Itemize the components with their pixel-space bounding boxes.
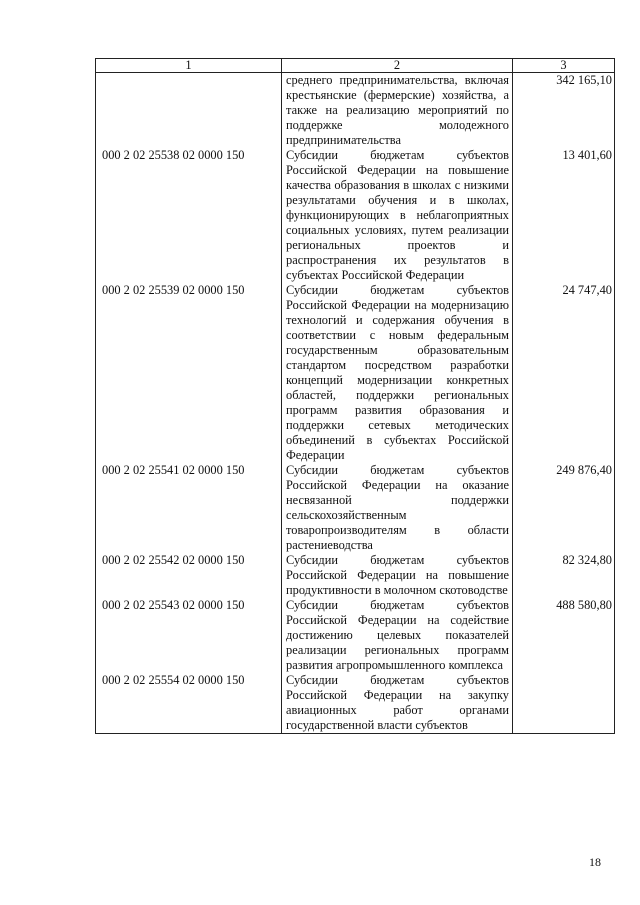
page-number: 18 — [589, 855, 601, 869]
table-row — [96, 73, 615, 149]
amount-cell: 488 580,80 — [513, 598, 615, 673]
budget-code-cell: 000 2 02 25539 02 0000 150 — [96, 283, 282, 463]
table-header-row — [96, 59, 615, 73]
budget-revenue-table — [95, 58, 615, 734]
amount-cell: 82 324,80 — [513, 553, 615, 598]
amount-cell: 13 401,60 — [513, 148, 615, 283]
budget-code-cell — [96, 73, 282, 149]
budget-code-cell: 000 2 02 25542 02 0000 150 — [96, 553, 282, 598]
budget-code-cell: 000 2 02 25541 02 0000 150 — [96, 463, 282, 553]
description-cell: Субсидии бюджетам субъектов Российской Федерации на оказание несвязанной поддержки сельскохозяйственным товаропроизводителям в области растениеводства — [282, 463, 513, 553]
table-row — [96, 598, 615, 673]
amount-cell: 24 747,40 — [513, 283, 615, 463]
description-cell: среднего предпринимательства, включая крестьянские (фермерские) хозяйства, а также на реализацию мероприятий по поддержке молодежного предпринимательства — [282, 73, 513, 149]
description-cell: Субсидии бюджетам субъектов Российской Федерации на содействие достижению целевых показателей реализации региональных программ развития агропромышленного комплекса — [282, 598, 513, 673]
budget-code-cell: 000 2 02 25538 02 0000 150 — [96, 148, 282, 283]
table-row — [96, 148, 615, 283]
description-cell: Субсидии бюджетам субъектов Российской Федерации на повышение качества образования в школах с низкими результатами обучения и в школах, функционирующих в неблагоприятных социальных условиях, путем реализации региональных проектов и распространения их результатов в субъектах Российской Федерации — [282, 148, 513, 283]
amount-cell: 249 876,40 — [513, 463, 615, 553]
table-row — [96, 463, 615, 553]
budget-code-cell: 000 2 02 25543 02 0000 150 — [96, 598, 282, 673]
description-cell: Субсидии бюджетам субъектов Российской Федерации на закупку авиационных работ органами государственной власти субъектов — [282, 673, 513, 734]
column-header-3: 3 — [513, 59, 615, 73]
column-header-2: 2 — [282, 59, 513, 73]
column-header-1: 1 — [96, 59, 282, 73]
amount-cell — [513, 673, 615, 734]
amount-cell: 342 165,10 — [513, 73, 615, 149]
description-cell: Субсидии бюджетам субъектов Российской Федерации на модернизацию технологий и содержания обучения в соответствии с новым федеральным государственным образовательным стандартом посредством разработки концепций модернизации конкретных областей, поддержки региональных программ развития образования и поддержки сетевых методических объединений в субъектах Российской Федерации — [282, 283, 513, 463]
table-row — [96, 283, 615, 463]
table-row — [96, 673, 615, 734]
table-row — [96, 553, 615, 598]
budget-code-cell: 000 2 02 25554 02 0000 150 — [96, 673, 282, 734]
description-cell: Субсидии бюджетам субъектов Российской Федерации на повышение продуктивности в молочном скотоводстве — [282, 553, 513, 598]
